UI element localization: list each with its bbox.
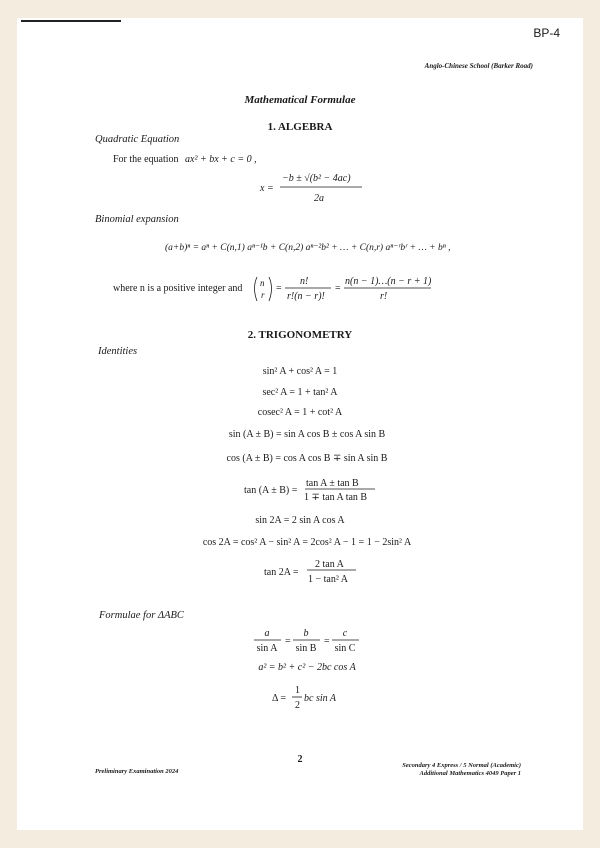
- binomial-expansion: (a+b)ⁿ = aⁿ + C(n,1) aⁿ⁻¹b + C(n,2) aⁿ⁻²b² + … + C(n,r) aⁿ⁻ʳbʳ + … + bⁿ ,: [165, 243, 451, 253]
- footer-left: Preliminary Examination 2024: [95, 768, 179, 775]
- exam-page: [17, 18, 583, 830]
- tan-double-lhs: tan 2A =: [264, 567, 299, 578]
- tan-double-den: 1 − tan² A: [308, 574, 349, 585]
- binomial-coef1-num: n!: [300, 276, 309, 287]
- sine-rule-sinA: sin A: [256, 643, 278, 654]
- triangle-heading: Formulae for ΔABC: [99, 610, 184, 621]
- identities-heading: Identities: [98, 346, 138, 357]
- identity-1: sin² A + cos² A = 1: [262, 366, 338, 377]
- binomial-coef1-den: r!(n − r)!: [287, 291, 325, 302]
- binomial-where: where n is a positive integer and: [113, 283, 243, 294]
- tan-sum-lhs: tan (A ± B) =: [244, 485, 298, 496]
- binomial-eq2: =: [335, 283, 341, 294]
- cosine-rule: a² = b² + c² − 2bc cos A: [258, 662, 356, 673]
- binomial-eq1: =: [276, 283, 282, 294]
- binomial-heading: Binomial expansion: [95, 214, 179, 225]
- section-trig: 2. TRIGONOMETRY: [247, 329, 353, 341]
- quadratic-heading: Quadratic Equation: [95, 134, 180, 145]
- sine-rule-sinC: sin C: [334, 643, 356, 654]
- identity-3: cosec² A = 1 + cot² A: [257, 407, 343, 418]
- area-num: 1: [295, 685, 300, 696]
- page-title: Mathematical Formulae: [244, 94, 356, 106]
- page-number: 2: [297, 754, 303, 765]
- tan-sum-den: 1 ∓ tan A tan B: [304, 492, 368, 503]
- sine-rule-c: c: [342, 628, 348, 639]
- quadratic-denominator: 2a: [314, 193, 324, 204]
- identity-4: sin (A ± B) = sin A cos B ± cos A sin B: [228, 429, 386, 440]
- footer-right-line1: Secondary 4 Express / 5 Normal (Academic): [402, 762, 521, 769]
- sine-rule-a: a: [264, 628, 270, 639]
- quadratic-intro-text: For the equation: [113, 154, 179, 165]
- footer-right-line2: Additional Mathematics 4049 Paper 1: [419, 770, 521, 777]
- identity-6: sin 2A = 2 sin A cos A: [255, 515, 345, 526]
- identity-5: cos (A ± B) = cos A cos B ∓ sin A sin B: [226, 453, 388, 464]
- page-code: BP-4: [533, 26, 560, 40]
- binomial-coef2-num: n(n − 1)…(n − r + 1): [345, 276, 432, 287]
- formula-layer: [17, 18, 583, 830]
- binomial-coef2-den: r!: [380, 291, 388, 302]
- tan-double-num: 2 tan A: [315, 559, 344, 570]
- tan-sum-num: tan A ± tan B: [306, 478, 359, 489]
- sine-rule-eq1: =: [285, 636, 291, 647]
- section-algebra: 1. ALGEBRA: [267, 121, 333, 133]
- quadratic-numerator: −b ± √(b² − 4ac): [282, 173, 351, 184]
- area-rhs: bc sin A: [304, 693, 337, 704]
- sine-rule-b: b: [303, 628, 309, 639]
- area-den: 2: [295, 700, 300, 711]
- sine-rule-eq2: =: [324, 636, 330, 647]
- binomial-choose-r: r: [261, 290, 265, 300]
- identity-7: cos 2A = cos² A − sin² A = 2cos² A − 1 = 1 − 2sin² A: [202, 537, 412, 548]
- footer-right: [402, 762, 521, 778]
- sine-rule-sinB: sin B: [295, 643, 317, 654]
- quadratic-equation: ax² + bx + c = 0 ,: [185, 154, 257, 165]
- identity-2: sec² A = 1 + tan² A: [262, 387, 338, 398]
- quadratic-x: x =: [260, 183, 274, 194]
- binomial-choose-n: n: [260, 278, 265, 288]
- school-name: Anglo-Chinese School (Barker Road): [424, 62, 533, 70]
- area-lhs: Δ =: [272, 693, 287, 704]
